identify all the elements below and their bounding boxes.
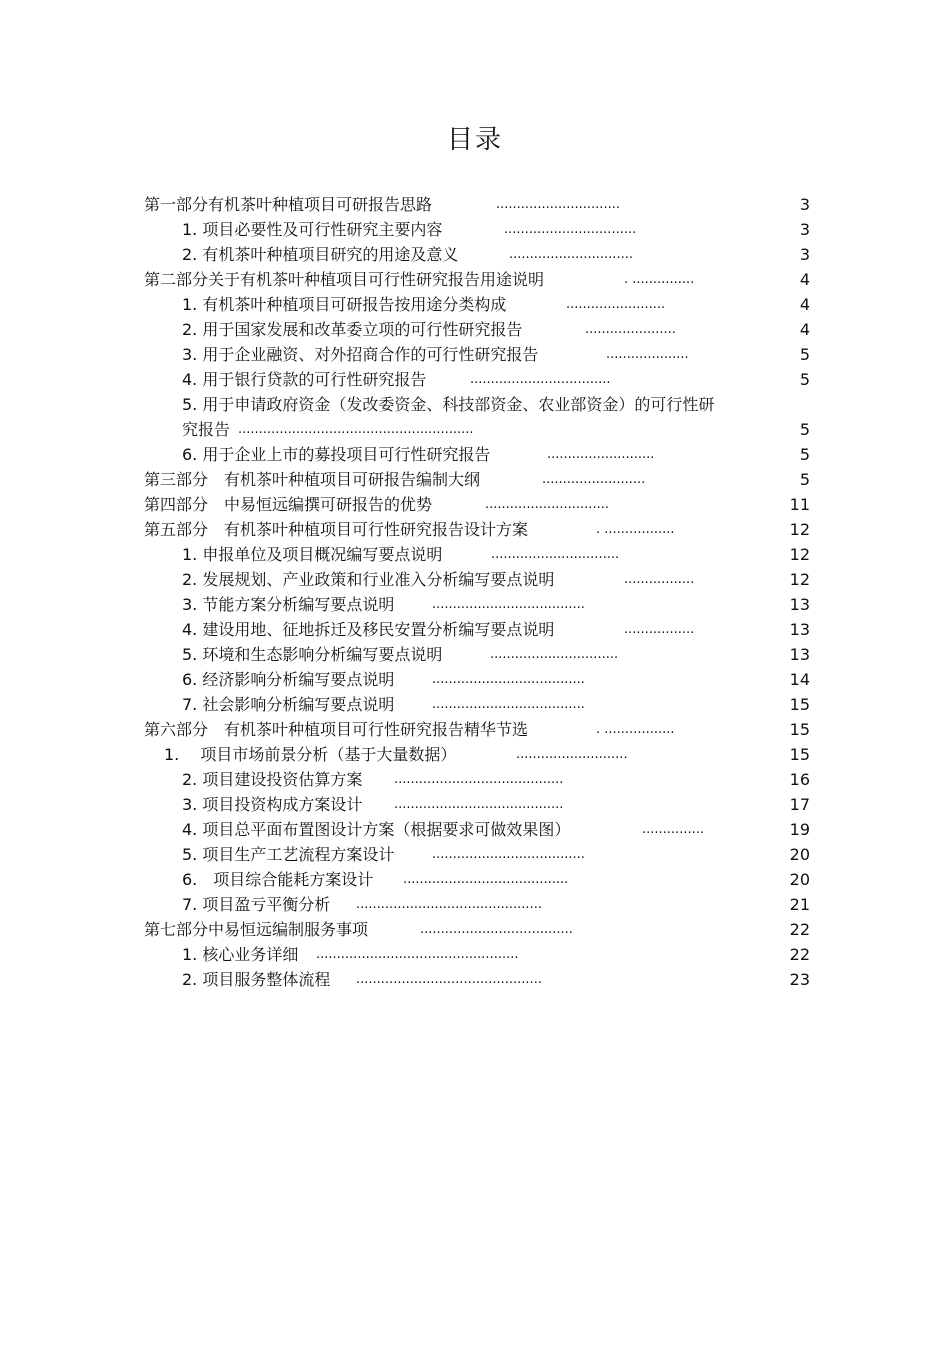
toc-entry[interactable] — [144, 592, 810, 617]
toc-entry[interactable] — [144, 667, 810, 692]
toc-leader-dots: ......................................... — [394, 772, 564, 787]
toc-entry[interactable] — [144, 342, 810, 367]
toc-entry[interactable] — [144, 542, 810, 567]
toc-entry-text: 1. 项目必要性及可行性研究主要内容 — [182, 220, 443, 239]
toc-entry-text: 1. 核心业务详细 — [182, 945, 299, 964]
toc-entry[interactable] — [144, 967, 810, 992]
toc-entry-text: 1. 有机茶叶种植项目可研报告按用途分类构成 — [182, 295, 507, 314]
toc-leader-dots: ......................................... — [394, 797, 564, 812]
toc-entry[interactable] — [144, 792, 810, 817]
toc-entry[interactable] — [144, 817, 810, 842]
toc-page-number: 15 — [789, 745, 810, 764]
toc-entry-text: 2. 发展规划、产业政策和行业准入分析编写要点说明 — [182, 570, 555, 589]
toc-leader-dots: .................... — [606, 347, 689, 362]
toc-entry-text: 第七部分中易恒远编制服务事项 — [144, 920, 369, 939]
toc-page-number: 5 — [799, 470, 810, 489]
toc-entry-text: 5. 用于申请政府资金（发改委资金、科技部资金、农业部资金）的可行性研 — [182, 395, 715, 414]
toc-leader-dots: ......................................................... — [238, 422, 474, 437]
toc-entry[interactable] — [144, 517, 810, 542]
toc-page-number: 4 — [799, 320, 810, 339]
toc-page-number: 13 — [789, 595, 810, 614]
toc-leader-dots: ............................................. — [356, 972, 542, 987]
toc-page-number: 12 — [789, 520, 810, 539]
toc-page-number: 13 — [789, 645, 810, 664]
toc-entry-text: 3. 用于企业融资、对外招商合作的可行性研究报告 — [182, 345, 539, 364]
toc-entry[interactable] — [144, 692, 810, 717]
toc-entry-text: 3. 项目投资构成方案设计 — [182, 795, 363, 814]
toc-leader-dots: ............................... — [491, 547, 620, 562]
toc-leader-dots: ..................................... — [420, 922, 573, 937]
toc-leader-dots: ............................... — [490, 647, 619, 662]
toc-entry-text: 6. 用于企业上市的募投项目可行性研究报告 — [182, 445, 491, 464]
toc-entry[interactable] — [144, 492, 810, 517]
toc-leader-dots: . ................. — [596, 722, 675, 737]
toc-page-number: 12 — [789, 570, 810, 589]
toc-entry-text-continued: 究报告 — [182, 420, 231, 439]
toc-page-number: 20 — [789, 845, 810, 864]
toc-entry[interactable] — [144, 567, 810, 592]
toc-entry-text: 1. 申报单位及项目概况编写要点说明 — [182, 545, 443, 564]
toc-entry-text: 7. 项目盈亏平衡分析 — [182, 895, 331, 914]
toc-entry[interactable] — [144, 917, 810, 942]
toc-entry[interactable] — [144, 317, 810, 342]
toc-entry[interactable] — [144, 442, 810, 467]
toc-leader-dots: ................................ — [504, 222, 637, 237]
toc-leader-dots: .............................. — [496, 197, 620, 212]
toc-entry[interactable] — [144, 942, 810, 967]
toc-title: 目录 — [446, 125, 503, 155]
toc-entry-text: 第三部分 有机茶叶种植项目可研报告编制大纲 — [144, 470, 481, 489]
toc-page-number: 17 — [789, 795, 810, 814]
toc-page-number: 13 — [789, 620, 810, 639]
table-of-contents — [144, 192, 810, 992]
toc-leader-dots: ........................... — [516, 747, 628, 762]
toc-leader-dots: ..................................... — [432, 672, 585, 687]
toc-leader-dots: ..................................... — [432, 847, 585, 862]
toc-page-number: 19 — [789, 820, 810, 839]
toc-leader-dots: . ............... — [624, 272, 695, 287]
toc-leader-dots: ..................................... — [432, 597, 585, 612]
toc-leader-dots: ............................................. — [356, 897, 542, 912]
toc-entry-text: 第四部分 中易恒远编撰可研报告的优势 — [144, 495, 433, 514]
toc-page-number: 15 — [789, 695, 810, 714]
toc-leader-dots: ................................................. — [316, 947, 519, 962]
toc-entry-text: 第五部分 有机茶叶种植项目可行性研究报告设计方案 — [144, 520, 529, 539]
toc-leader-dots: ...................... — [585, 322, 676, 337]
toc-entry-text: 2. 项目建设投资估算方案 — [182, 770, 363, 789]
toc-entry-text: 2. 有机茶叶种植项目研究的用途及意义 — [182, 245, 459, 264]
toc-entry[interactable] — [144, 767, 810, 792]
toc-page-number: 5 — [799, 370, 810, 389]
toc-entry-text: 7. 社会影响分析编写要点说明 — [182, 695, 395, 714]
toc-entry-text: 第一部分有机茶叶种植项目可研报告思路 — [144, 195, 433, 214]
toc-entry[interactable] — [144, 617, 810, 642]
toc-page-number: 20 — [789, 870, 810, 889]
toc-entry-text: 4. 用于银行贷款的可行性研究报告 — [182, 370, 427, 389]
toc-entry[interactable] — [144, 292, 810, 317]
toc-entry-text: 3. 节能方案分析编写要点说明 — [182, 595, 395, 614]
toc-page-number: 23 — [789, 970, 810, 989]
toc-entry[interactable] — [144, 742, 810, 767]
toc-entry[interactable] — [144, 642, 810, 667]
toc-page-number: 4 — [799, 270, 810, 289]
toc-entry-text: 6. 项目综合能耗方案设计 — [182, 870, 374, 889]
toc-leader-dots: ......................... — [542, 472, 646, 487]
toc-entry[interactable] — [144, 892, 810, 917]
toc-leader-dots: ........................................ — [403, 872, 569, 887]
toc-page-number: 14 — [789, 670, 810, 689]
toc-entry[interactable] — [144, 867, 810, 892]
toc-entry[interactable] — [144, 842, 810, 867]
toc-leader-dots: .............................. — [509, 247, 633, 262]
toc-entry-text: 第二部分关于有机茶叶种植项目可行性研究报告用途说明 — [144, 270, 545, 289]
toc-entry-text: 5. 项目生产工艺流程方案设计 — [182, 845, 395, 864]
toc-leader-dots: ................. — [624, 622, 695, 637]
toc-page-number: 3 — [799, 245, 810, 264]
toc-page-number: 21 — [789, 895, 810, 914]
toc-page-number: 5 — [799, 420, 810, 439]
toc-entry[interactable] — [144, 192, 810, 217]
toc-leader-dots: . ................. — [596, 522, 675, 537]
toc-entry-text: 1. 项目市场前景分析（基于大量数据） — [164, 745, 457, 764]
toc-page-number: 16 — [789, 770, 810, 789]
toc-entry[interactable] — [144, 717, 810, 742]
toc-page-number: 22 — [789, 945, 810, 964]
toc-page-number: 15 — [789, 720, 810, 739]
toc-leader-dots: .......................... — [547, 447, 655, 462]
toc-page-number: 3 — [799, 220, 810, 239]
toc-leader-dots: ........................ — [566, 297, 666, 312]
toc-entry-text: 5. 环境和生态影响分析编写要点说明 — [182, 645, 443, 664]
toc-entry[interactable] — [144, 392, 810, 442]
toc-leader-dots: ..................................... — [432, 697, 585, 712]
toc-entry[interactable] — [144, 367, 810, 392]
toc-entry-text: 2. 用于国家发展和改革委立项的可行性研究报告 — [182, 320, 523, 339]
toc-page-number: 12 — [789, 545, 810, 564]
toc-page-number: 4 — [799, 295, 810, 314]
toc-leader-dots: ............... — [642, 822, 704, 837]
toc-page-number: 11 — [789, 495, 810, 514]
toc-page-number: 3 — [799, 195, 810, 214]
toc-leader-dots: ................. — [624, 572, 695, 587]
toc-page-number: 5 — [799, 345, 810, 364]
toc-entry-text: 2. 项目服务整体流程 — [182, 970, 331, 989]
toc-leader-dots: .............................. — [485, 497, 609, 512]
toc-entry-text: 第六部分 有机茶叶种植项目可行性研究报告精华节选 — [144, 720, 529, 739]
toc-entry[interactable] — [144, 467, 810, 492]
toc-entry-text: 4. 项目总平面布置图设计方案（根据要求可做效果图） — [182, 820, 571, 839]
toc-entry-text: 4. 建设用地、征地拆迁及移民安置分析编写要点说明 — [182, 620, 555, 639]
toc-leader-dots: .................................. — [470, 372, 611, 387]
toc-entry[interactable] — [144, 242, 810, 267]
toc-entry[interactable] — [144, 267, 810, 292]
toc-page-number: 5 — [799, 445, 810, 464]
toc-page-number: 22 — [789, 920, 810, 939]
toc-entry-text: 6. 经济影响分析编写要点说明 — [182, 670, 395, 689]
toc-entry[interactable] — [144, 217, 810, 242]
